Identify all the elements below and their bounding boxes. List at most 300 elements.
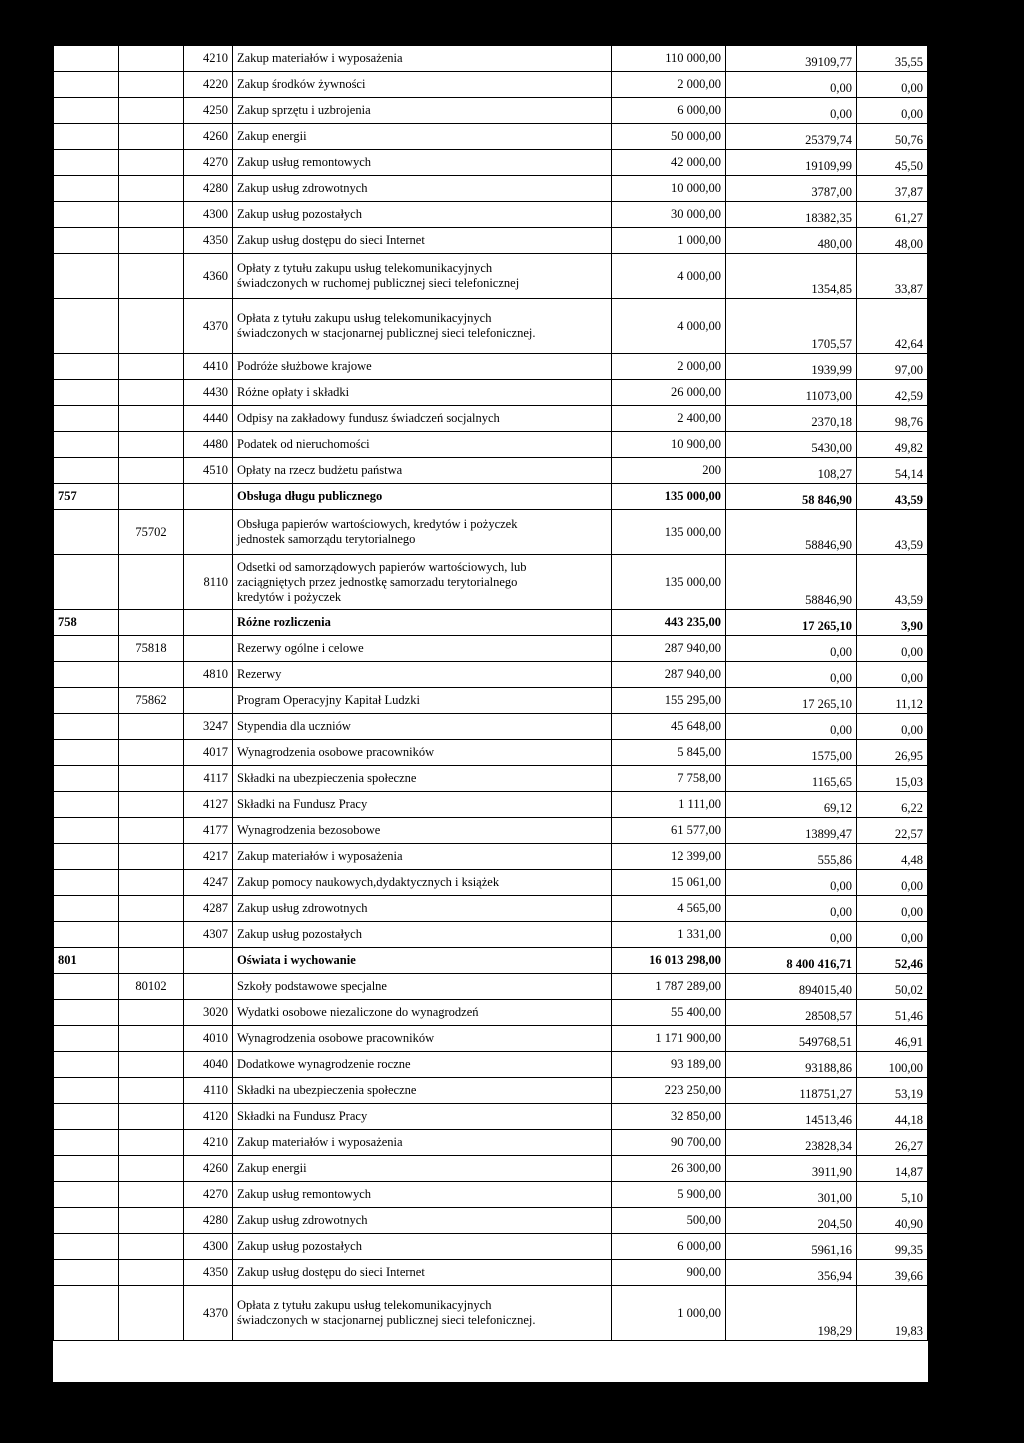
nazwa-line: Wynagrodzenia bezosobowe [237,823,381,837]
plan-cell: 2 000,00 [612,72,726,98]
paragraf-cell [184,636,233,662]
nazwa-cell [233,636,612,662]
table-row [54,922,928,948]
plan-cell: 93 189,00 [612,1052,726,1078]
table-row [54,1000,928,1026]
table-row [54,510,928,555]
rozdzial-cell [119,46,184,72]
procent-cell: 0,00 [857,98,928,124]
table-row [54,1286,928,1341]
paragraf-cell: 4010 [184,1026,233,1052]
nazwa-line: Zakup usług remontowych [237,155,372,169]
dzial-cell [54,1208,119,1234]
plan-cell: 6 000,00 [612,1234,726,1260]
nazwa-cell [233,844,612,870]
nazwa-cell [233,662,612,688]
plan-cell: 443 235,00 [612,610,726,636]
wykonanie-cell: 14513,46 [726,1104,857,1130]
nazwa-line: Zakup usług pozostałych [237,1239,362,1253]
procent-cell: 43,59 [857,510,928,555]
table-row [54,1104,928,1130]
table-row [54,72,928,98]
rozdzial-cell [119,766,184,792]
nazwa-cell [233,1026,612,1052]
nazwa-line: Opłata z tytułu zakupu usług telekomunikacyjnych [237,311,492,325]
table-row [54,458,928,484]
nazwa-line: Składki na Fundusz Pracy [237,1109,368,1123]
wykonanie-cell: 1705,57 [726,299,857,354]
rozdzial-cell [119,406,184,432]
paragraf-cell [184,484,233,510]
rozdzial-cell [119,484,184,510]
procent-cell: 3,90 [857,610,928,636]
nazwa-line: zaciągniętych przez jednostkę samorzadu terytorialnego [237,574,518,589]
nazwa-line: Obsługa długu publicznego [237,489,383,503]
nazwa-cell [233,792,612,818]
plan-cell: 12 399,00 [612,844,726,870]
nazwa-cell [233,1130,612,1156]
nazwa-line: Opłaty z tytułu zakupu usług telekomunikacyjnych [237,261,493,275]
paragraf-cell: 4210 [184,46,233,72]
rozdzial-cell [119,740,184,766]
table-row [54,354,928,380]
table-row [54,176,928,202]
plan-cell: 200 [612,458,726,484]
nazwa-line: Składki na ubezpieczenia społeczne [237,1083,417,1097]
procent-cell: 43,59 [857,484,928,510]
table-row [54,1078,928,1104]
wykonanie-cell: 356,94 [726,1260,857,1286]
wykonanie-cell: 108,27 [726,458,857,484]
wykonanie-cell: 25379,74 [726,124,857,150]
plan-cell: 5 900,00 [612,1182,726,1208]
table-row [54,1260,928,1286]
wykonanie-cell: 555,86 [726,844,857,870]
nazwa-line: świadczonych w stacjonarnej publicznej sieci telefonicznej. [237,326,536,340]
paragraf-cell: 4217 [184,844,233,870]
procent-cell: 6,22 [857,792,928,818]
dzial-cell [54,714,119,740]
procent-cell: 50,02 [857,974,928,1000]
dzial-cell [54,98,119,124]
plan-cell: 1 000,00 [612,1286,726,1341]
procent-cell: 33,87 [857,254,928,299]
paragraf-cell [184,974,233,1000]
dzial-cell [54,1026,119,1052]
nazwa-line: Dodatkowe wynagrodzenie roczne [237,1057,411,1071]
paragraf-cell [184,610,233,636]
paragraf-cell: 4300 [184,1234,233,1260]
procent-cell: 54,14 [857,458,928,484]
nazwa-line: Podróże służbowe krajowe [237,359,372,373]
plan-cell: 4 565,00 [612,896,726,922]
paragraf-cell: 8110 [184,555,233,610]
table-body [54,46,928,1341]
plan-cell: 1 171 900,00 [612,1026,726,1052]
nazwa-line: Zakup usług pozostałych [237,207,362,221]
table-row [54,380,928,406]
wykonanie-cell: 3787,00 [726,176,857,202]
plan-cell: 26 300,00 [612,1156,726,1182]
paragraf-cell: 4370 [184,1286,233,1341]
wykonanie-cell: 0,00 [726,922,857,948]
dzial-cell [54,922,119,948]
dzial-cell [54,1000,119,1026]
plan-cell: 15 061,00 [612,870,726,896]
rozdzial-cell [119,1286,184,1341]
wykonanie-cell: 19109,99 [726,150,857,176]
dzial-cell [54,1052,119,1078]
rozdzial-cell [119,818,184,844]
nazwa-line: Zakup pomocy naukowych,dydaktycznych i książek [237,875,500,889]
dzial-cell [54,974,119,1000]
dzial-cell [54,555,119,610]
procent-cell: 98,76 [857,406,928,432]
paragraf-cell: 4280 [184,1208,233,1234]
dzial-cell [54,870,119,896]
dzial-cell [54,380,119,406]
rozdzial-cell [119,948,184,974]
procent-cell: 0,00 [857,714,928,740]
rozdzial-cell [119,792,184,818]
wykonanie-cell: 3911,90 [726,1156,857,1182]
paragraf-cell: 4110 [184,1078,233,1104]
nazwa-cell [233,150,612,176]
nazwa-line: Zakup usług pozostałych [237,927,362,941]
rozdzial-cell [119,1026,184,1052]
dzial-cell [54,1130,119,1156]
rozdzial-cell: 75818 [119,636,184,662]
nazwa-line: Zakup usług dostępu do sieci Internet [237,1265,425,1279]
procent-cell: 37,87 [857,176,928,202]
table-row [54,792,928,818]
rozdzial-cell [119,1260,184,1286]
nazwa-line: Różne rozliczenia [237,615,331,629]
wykonanie-cell: 5961,16 [726,1234,857,1260]
wykonanie-cell: 13899,47 [726,818,857,844]
rozdzial-cell [119,1208,184,1234]
nazwa-line: Oświata i wychowanie [237,953,356,967]
table-row [54,46,928,72]
wykonanie-cell: 23828,34 [726,1130,857,1156]
plan-cell: 90 700,00 [612,1130,726,1156]
nazwa-cell [233,1286,612,1341]
plan-cell: 6 000,00 [612,98,726,124]
nazwa-cell [233,1156,612,1182]
wykonanie-cell: 1939,99 [726,354,857,380]
wykonanie-cell: 1165,65 [726,766,857,792]
nazwa-line: jednostek samorządu terytorialnego [237,532,416,546]
nazwa-line: Wynagrodzenia osobowe pracowników [237,1031,435,1045]
table-row [54,740,928,766]
plan-cell: 50 000,00 [612,124,726,150]
table-row [54,1234,928,1260]
rozdzial-cell [119,432,184,458]
procent-cell: 51,46 [857,1000,928,1026]
paragraf-cell: 4117 [184,766,233,792]
paragraf-cell: 4510 [184,458,233,484]
table-row [54,610,928,636]
nazwa-cell [233,380,612,406]
wykonanie-cell: 549768,51 [726,1026,857,1052]
rozdzial-cell [119,555,184,610]
dzial-cell [54,432,119,458]
wykonanie-cell: 8 400 416,71 [726,948,857,974]
table-row [54,896,928,922]
rozdzial-cell [119,458,184,484]
plan-cell: 30 000,00 [612,202,726,228]
dzial-cell [54,740,119,766]
dzial-cell [54,1286,119,1341]
rozdzial-cell [119,714,184,740]
nazwa-line: Rezerwy ogólne i celowe [237,641,364,655]
procent-cell: 0,00 [857,870,928,896]
wykonanie-cell: 93188,86 [726,1052,857,1078]
plan-cell: 287 940,00 [612,662,726,688]
table-row [54,406,928,432]
nazwa-cell [233,98,612,124]
paragraf-cell [184,688,233,714]
dzial-cell [54,688,119,714]
nazwa-cell [233,818,612,844]
wykonanie-cell: 1354,85 [726,254,857,299]
dzial-cell [54,896,119,922]
paragraf-cell: 4280 [184,176,233,202]
wykonanie-cell: 480,00 [726,228,857,254]
paragraf-cell [184,510,233,555]
paragraf-cell: 4177 [184,818,233,844]
plan-cell: 1 111,00 [612,792,726,818]
wykonanie-cell: 58846,90 [726,555,857,610]
nazwa-cell [233,870,612,896]
dzial-cell [54,662,119,688]
rozdzial-cell [119,922,184,948]
procent-cell: 26,95 [857,740,928,766]
nazwa-line: Zakup sprzętu i uzbrojenia [237,103,371,117]
wykonanie-cell: 0,00 [726,636,857,662]
nazwa-cell [233,1260,612,1286]
procent-cell: 99,35 [857,1234,928,1260]
rozdzial-cell [119,1078,184,1104]
dzial-cell [54,1078,119,1104]
dzial-cell: 757 [54,484,119,510]
procent-cell: 0,00 [857,72,928,98]
nazwa-line: Opłata z tytułu zakupu usług telekomunikacyjnych [237,1298,492,1312]
plan-cell: 26 000,00 [612,380,726,406]
rozdzial-cell [119,1156,184,1182]
nazwa-cell [233,72,612,98]
nazwa-cell [233,948,612,974]
wykonanie-cell: 58 846,90 [726,484,857,510]
wykonanie-cell: 198,29 [726,1286,857,1341]
paragraf-cell: 4360 [184,254,233,299]
table-row [54,974,928,1000]
plan-cell: 32 850,00 [612,1104,726,1130]
rozdzial-cell [119,124,184,150]
wykonanie-cell: 39109,77 [726,46,857,72]
dzial-cell [54,1182,119,1208]
nazwa-cell [233,1052,612,1078]
nazwa-cell [233,458,612,484]
table-row [54,484,928,510]
paragraf-cell: 4350 [184,1260,233,1286]
rozdzial-cell [119,1052,184,1078]
dzial-cell [54,46,119,72]
nazwa-cell [233,299,612,354]
plan-cell: 1 787 289,00 [612,974,726,1000]
plan-cell: 2 000,00 [612,354,726,380]
table-row [54,662,928,688]
table-row [54,844,928,870]
procent-cell: 40,90 [857,1208,928,1234]
nazwa-cell [233,202,612,228]
procent-cell: 0,00 [857,896,928,922]
paragraf-cell: 4440 [184,406,233,432]
plan-cell: 55 400,00 [612,1000,726,1026]
nazwa-cell [233,740,612,766]
wykonanie-cell: 0,00 [726,72,857,98]
table-row [54,1026,928,1052]
dzial-cell [54,354,119,380]
procent-cell: 5,10 [857,1182,928,1208]
nazwa-cell [233,510,612,555]
rozdzial-cell [119,1234,184,1260]
dzial-cell [54,406,119,432]
dzial-cell [54,150,119,176]
wykonanie-cell: 0,00 [726,870,857,896]
nazwa-line: Stypendia dla uczniów [237,719,351,733]
paragraf-cell: 4810 [184,662,233,688]
plan-cell: 10 900,00 [612,432,726,458]
nazwa-line: Składki na Fundusz Pracy [237,797,368,811]
paragraf-cell: 4247 [184,870,233,896]
nazwa-line: Zakup środków żywności [237,77,366,91]
nazwa-line: Zakup energii [237,1161,307,1175]
dzial-cell [54,299,119,354]
plan-cell: 135 000,00 [612,510,726,555]
dzial-cell [54,792,119,818]
paragraf-cell: 3020 [184,1000,233,1026]
nazwa-line: Zakup materiałów i wyposażenia [237,849,403,863]
table-row [54,202,928,228]
dzial-cell [54,510,119,555]
paragraf-cell: 4040 [184,1052,233,1078]
dzial-cell: 758 [54,610,119,636]
wykonanie-cell: 0,00 [726,714,857,740]
table-row [54,636,928,662]
nazwa-line: świadczonych w stacjonarnej publicznej sieci telefonicznej. [237,1313,536,1327]
nazwa-line: Wydatki osobowe niezaliczone do wynagrodzeń [237,1005,479,1019]
plan-cell: 5 845,00 [612,740,726,766]
nazwa-cell [233,254,612,299]
dzial-cell [54,202,119,228]
nazwa-cell [233,1000,612,1026]
nazwa-cell [233,432,612,458]
table-row [54,555,928,610]
paragraf-cell: 4270 [184,150,233,176]
paragraf-cell: 4300 [184,202,233,228]
nazwa-line: Program Operacyjny Kapitał Ludzki [237,693,420,707]
wykonanie-cell: 17 265,10 [726,610,857,636]
rozdzial-cell [119,254,184,299]
nazwa-cell [233,1234,612,1260]
rozdzial-cell [119,1130,184,1156]
rozdzial-cell [119,72,184,98]
table-row [54,766,928,792]
paragraf-cell: 4220 [184,72,233,98]
procent-cell: 46,91 [857,1026,928,1052]
rozdzial-cell: 75702 [119,510,184,555]
nazwa-line: Szkoły podstawowe specjalne [237,979,387,993]
procent-cell: 97,00 [857,354,928,380]
nazwa-cell [233,1208,612,1234]
rozdzial-cell: 80102 [119,974,184,1000]
nazwa-line: Zakup energii [237,129,307,143]
rozdzial-cell [119,870,184,896]
procent-cell: 11,12 [857,688,928,714]
procent-cell: 14,87 [857,1156,928,1182]
wykonanie-cell: 0,00 [726,662,857,688]
nazwa-cell [233,1182,612,1208]
wykonanie-cell: 1575,00 [726,740,857,766]
paragraf-cell: 4350 [184,228,233,254]
budget-table-page [53,45,928,1382]
procent-cell: 39,66 [857,1260,928,1286]
nazwa-line: Zakup usług zdrowotnych [237,901,368,915]
paragraf-cell: 4017 [184,740,233,766]
procent-cell: 43,59 [857,555,928,610]
table-row [54,870,928,896]
wykonanie-cell: 894015,40 [726,974,857,1000]
wykonanie-cell: 0,00 [726,98,857,124]
nazwa-line: Odpisy na zakładowy fundusz świadczeń socjalnych [237,411,500,425]
table-row [54,254,928,299]
nazwa-line: Zakup usług zdrowotnych [237,181,368,195]
rozdzial-cell [119,1182,184,1208]
table-row [54,124,928,150]
nazwa-line: świadczonych w ruchomej publicznej sieci telefonicznej [237,276,520,290]
plan-cell: 287 940,00 [612,636,726,662]
table-row [54,228,928,254]
plan-cell: 500,00 [612,1208,726,1234]
dzial-cell [54,818,119,844]
nazwa-cell [233,354,612,380]
plan-cell: 16 013 298,00 [612,948,726,974]
wykonanie-cell: 28508,57 [726,1000,857,1026]
procent-cell: 100,00 [857,1052,928,1078]
nazwa-cell [233,766,612,792]
procent-cell: 42,64 [857,299,928,354]
plan-cell: 155 295,00 [612,688,726,714]
dzial-cell [54,254,119,299]
plan-cell: 1 000,00 [612,228,726,254]
dzial-cell [54,1104,119,1130]
plan-cell: 45 648,00 [612,714,726,740]
wykonanie-cell: 118751,27 [726,1078,857,1104]
plan-cell: 2 400,00 [612,406,726,432]
nazwa-line: Podatek od nieruchomości [237,437,370,451]
procent-cell: 4,48 [857,844,928,870]
procent-cell: 49,82 [857,432,928,458]
dzial-cell [54,124,119,150]
nazwa-line: Zakup usług dostępu do sieci Internet [237,233,425,247]
nazwa-line: Wynagrodzenia osobowe pracowników [237,745,435,759]
wykonanie-cell: 0,00 [726,896,857,922]
dzial-cell [54,1260,119,1286]
nazwa-line: Odsetki od samorządowych papierów wartościowych, lub [237,559,527,574]
nazwa-cell [233,176,612,202]
rozdzial-cell [119,896,184,922]
